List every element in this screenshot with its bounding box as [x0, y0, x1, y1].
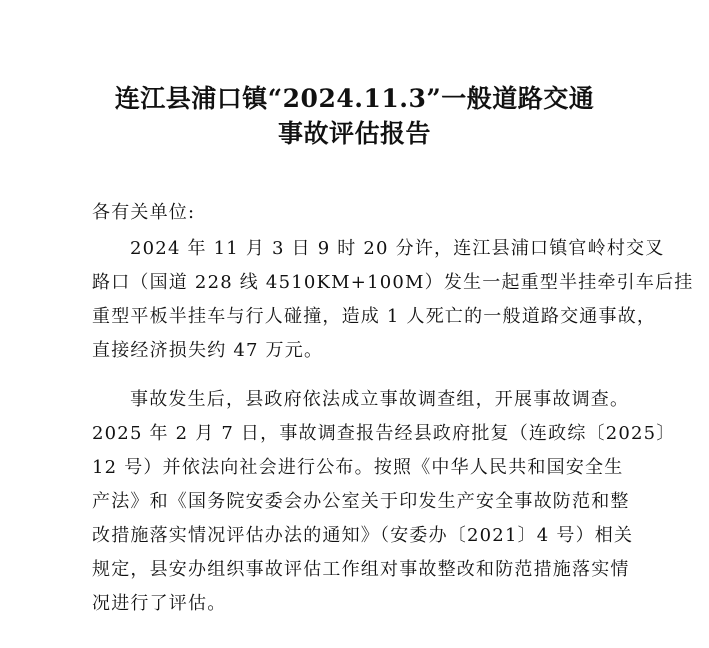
- paragraph-2-line-7: 况进行了评估。: [92, 593, 227, 614]
- paragraph-2-line-3: 12 号）并依法向社会进行公布。按照《中华人民共和国安全生: [92, 457, 624, 478]
- paragraph-2-line-4: 产法》和《国务院安委会办公室关于印发生产安全事故防范和整: [92, 491, 630, 512]
- paragraph-2-line-5: 改措施落实情况评估办法的通知》（安委办〔2021〕4 号）相关: [92, 525, 634, 546]
- paragraph-1-line-4: 直接经济损失约 47 万元。: [92, 340, 324, 361]
- paragraph-1-line-1: 2024 年 11 月 3 日 9 时 20 分许，连江县浦口镇官岭村交叉: [130, 238, 665, 259]
- paragraph-1-line-3: 重型平板半挂车与行人碰撞，造成 1 人死亡的一般道路交通事故，: [92, 306, 657, 327]
- paragraph-2: [92, 383, 676, 621]
- paragraph-2-line-6: 规定，县安办组织事故评估工作组对事故整改和防范措施落实情: [92, 559, 630, 580]
- paragraph-1: [92, 232, 694, 368]
- salutation: 各有关单位:: [92, 202, 196, 223]
- paragraph-2-line-1: 事故发生后，县政府依法成立事故调查组，开展事故调查。: [130, 389, 630, 410]
- paragraph-2-line-2: 2025 年 2 月 7 日，事故调查报告经县政府批复（连政综〔2025〕: [92, 423, 676, 444]
- paragraph-1-line-2: 路口（国道 228 线 4510KM+100M）发生一起重型半挂牵引车后挂: [92, 272, 694, 293]
- document-title-line-1: 连江县浦口镇“2024.11.3”一般道路交通: [114, 84, 595, 113]
- document-title-line-2: 事故评估报告: [277, 119, 431, 148]
